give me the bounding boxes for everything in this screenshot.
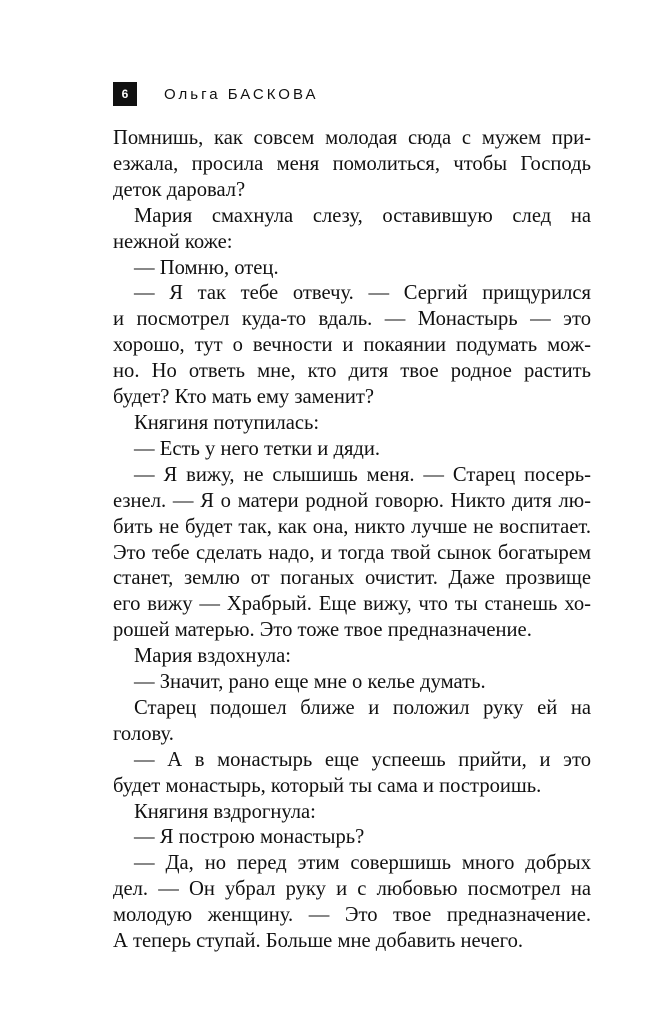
text-line: Княгиня вздрогнула: xyxy=(134,800,316,823)
text-line: езжала, просила меня помолиться, чтобы Господь xyxy=(113,152,591,175)
text-line: — Есть у него тетки и дяди. xyxy=(134,437,381,460)
text-line: голову. xyxy=(113,722,174,745)
text-line: будет? Кто мать ему заменит? xyxy=(113,386,375,409)
text-line: Мария вздохнула: xyxy=(134,645,291,668)
text-line: — Значит, рано еще мне о келье думать. xyxy=(134,671,486,694)
text-line: дел. — Он убрал руку и с любовью посмотрел на xyxy=(113,878,591,901)
text-line: станет, землю от поганых очистит. Даже прозвище xyxy=(113,567,591,590)
text-line: деток даровал? xyxy=(113,178,246,201)
running-head-author: Ольга БАСКОВА xyxy=(164,85,319,103)
text-line: рошей матерью. Это тоже твое предназначение. xyxy=(113,619,532,642)
text-line: нежной коже: xyxy=(113,230,233,253)
page-header xyxy=(113,82,319,106)
text-line: А теперь ступай. Больше мне добавить нечего. xyxy=(113,930,524,953)
text-line: Княгиня потупилась: xyxy=(134,411,320,434)
page-number: 6 xyxy=(113,82,137,106)
text-line: — Да, но перед этим совершишь много добрых xyxy=(134,852,591,875)
text-line: езнел. — Я о матери родной говорю. Никто дитя лю- xyxy=(113,489,591,512)
text-line: Старец подошел ближе и положил руку ей на xyxy=(134,696,591,719)
body-text xyxy=(113,126,591,955)
text-line: бить не будет так, как она, никто лучше не воспитает. xyxy=(113,515,591,538)
text-line: его вижу — Храбрый. Еще вижу, что ты станешь хо- xyxy=(113,593,591,616)
text-line: Помнишь, как совсем молодая сюда с мужем при- xyxy=(113,127,591,149)
text-line: Это тебе сделать надо, и тогда твой сынок богатырем xyxy=(113,541,591,564)
text-line: и посмотрел куда-то вдаль. — Монастырь — это xyxy=(113,308,591,331)
text-line: хорошо, тут о вечности и покаянии подумать мож- xyxy=(113,334,591,357)
text-line: — Я так тебе отвечу. — Сергий прищурился xyxy=(134,282,591,305)
text-line: — Помню, отец. xyxy=(134,256,279,279)
text-line: молодую женщину. — Это твое предназначение. xyxy=(113,904,591,927)
text-line: но. Но ответь мне, кто дитя твое родное растить xyxy=(113,360,591,383)
text-line: — Я построю монастырь? xyxy=(134,826,365,849)
text-line: — Я вижу, не слышишь меня. — Старец посерь- xyxy=(134,463,591,486)
text-line: Мария смахнула слезу, оставившую след на xyxy=(134,204,591,227)
text-line: — А в монастырь еще успеешь прийти, и это xyxy=(134,748,591,771)
text-line: будет монастырь, который ты сама и построишь. xyxy=(113,774,542,797)
